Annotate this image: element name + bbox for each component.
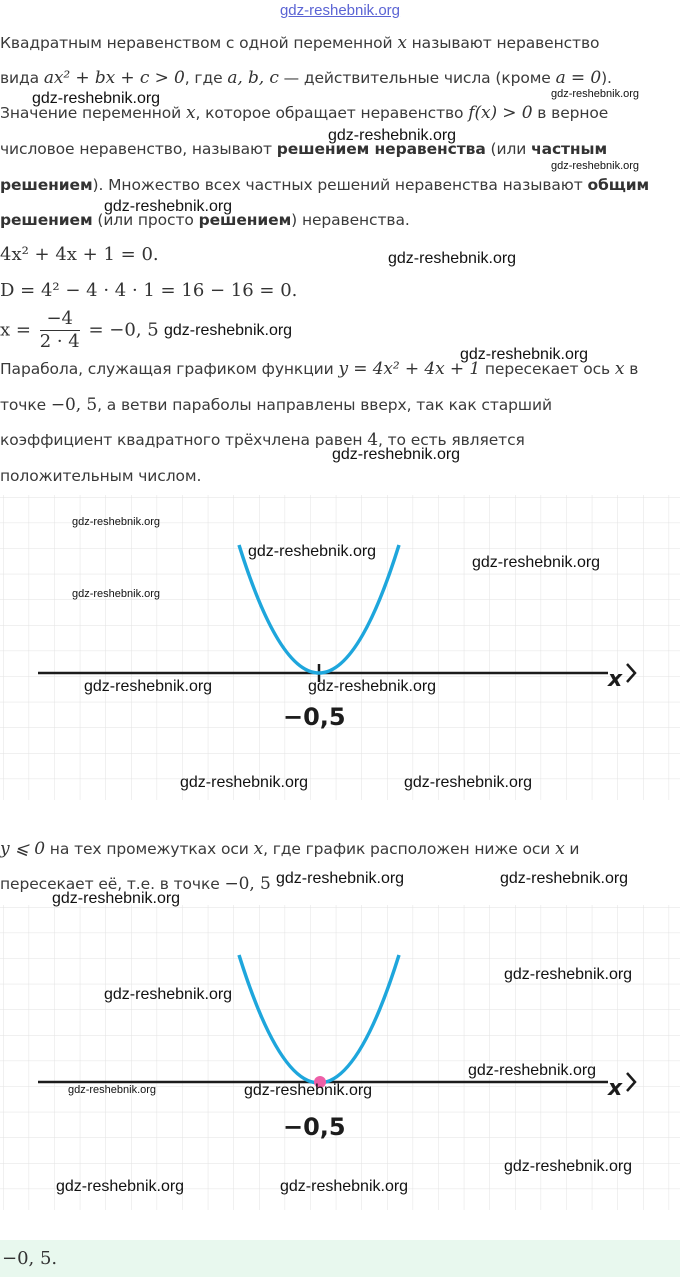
- watermark: gdz-reshebnik.org: [68, 1084, 157, 1096]
- watermark: gdz-reshebnik.org: [504, 966, 633, 983]
- answer-box: [0, 1240, 680, 1277]
- watermark: gdz-reshebnik.org: [308, 678, 437, 695]
- definition-line-6: решением (или просто решением) неравенства.: [0, 211, 410, 229]
- watermark: gdz-reshebnik.org: [551, 88, 640, 100]
- watermark: gdz-reshebnik.org: [388, 250, 517, 267]
- watermark: gdz-reshebnik.org: [32, 90, 161, 107]
- parabola-graph-1: [0, 495, 680, 800]
- watermark: gdz-reshebnik.org: [551, 160, 640, 172]
- point-label: −0,5: [283, 703, 346, 731]
- watermark: gdz-reshebnik.org: [276, 870, 405, 887]
- definition-line-1: Квадратным неравенством с одной переменной x называют неравенство: [0, 33, 600, 53]
- definition-line-5: решением). Множество всех частных решений неравенства называют общим: [0, 176, 650, 194]
- equation-root: x = $\frac{-4}{2 \cdot 4}$ = −0, 5: [0, 308, 159, 352]
- answer-value: −0, 5.: [2, 1248, 58, 1269]
- watermark: gdz-reshebnik.org: [104, 986, 233, 1003]
- watermark: gdz-reshebnik.org: [500, 870, 629, 887]
- equation-1: 4x² + 4x + 1 = 0.: [0, 244, 159, 265]
- parabola-line-2: точке −0, 5, а ветви параболы направлены вверх, так как старший: [0, 395, 552, 415]
- grid-background: [0, 495, 680, 800]
- watermark: gdz-reshebnik.org: [52, 890, 181, 907]
- watermark: gdz-reshebnik.org: [504, 1158, 633, 1175]
- parabola-line-4: положительным числом.: [0, 467, 202, 485]
- watermark: gdz-reshebnik.org: [72, 516, 161, 528]
- watermark: gdz-reshebnik.org: [248, 543, 377, 560]
- watermark: gdz-reshebnik.org: [72, 588, 161, 600]
- watermark: gdz-reshebnik.org: [56, 1178, 185, 1195]
- parabola-line-3: коэффициент квадратного трёхчлена равен 4, то есть является: [0, 430, 525, 450]
- watermark: gdz-reshebnik.org: [280, 1178, 409, 1195]
- watermark: gdz-reshebnik.org: [104, 198, 233, 215]
- watermark: gdz-reshebnik.org: [404, 774, 533, 791]
- watermark: gdz-reshebnik.org: [84, 678, 213, 695]
- watermark: gdz-reshebnik.org: [468, 1062, 597, 1079]
- conclusion-line-1: y ⩽ 0 на тех промежутках оси x, где график расположен ниже оси x и: [0, 839, 580, 859]
- site-link[interactable]: gdz-reshebnik.org: [279, 2, 401, 19]
- parabola-line-1: Парабола, служащая графиком функции y = 4x² + 4x + 1 пересекает ось x в: [0, 359, 639, 379]
- watermark: gdz-reshebnik.org: [180, 774, 309, 791]
- point-label: −0,5: [283, 1113, 346, 1141]
- watermark: gdz-reshebnik.org: [164, 322, 293, 339]
- conclusion-line-2: пересекает её, т.е. в точке −0, 5: [0, 874, 271, 894]
- watermark: gdz-reshebnik.org: [472, 554, 601, 571]
- definition-line-3: Значение переменной x, которое обращает неравенство f(x) > 0 в верное: [0, 103, 609, 123]
- watermark: gdz-reshebnik.org: [244, 1082, 373, 1099]
- definition-line-2: вида ax² + bx + c > 0, где a, b, c — действительные числа (кроме a = 0).: [0, 68, 612, 88]
- watermark: gdz-reshebnik.org: [460, 346, 589, 363]
- definition-line-4: числовое неравенство, называют решением неравенства (или частным: [0, 140, 608, 158]
- equation-discriminant: D = 4² − 4 · 4 · 1 = 16 − 16 = 0.: [0, 280, 298, 301]
- watermark: gdz-reshebnik.org: [328, 127, 457, 144]
- watermark: gdz-reshebnik.org: [332, 446, 461, 463]
- x-axis-label: x: [608, 667, 623, 692]
- root-fraction: $\frac{-4}{2 \cdot 4}$: [39, 308, 80, 352]
- x-axis-label: x: [608, 1076, 623, 1101]
